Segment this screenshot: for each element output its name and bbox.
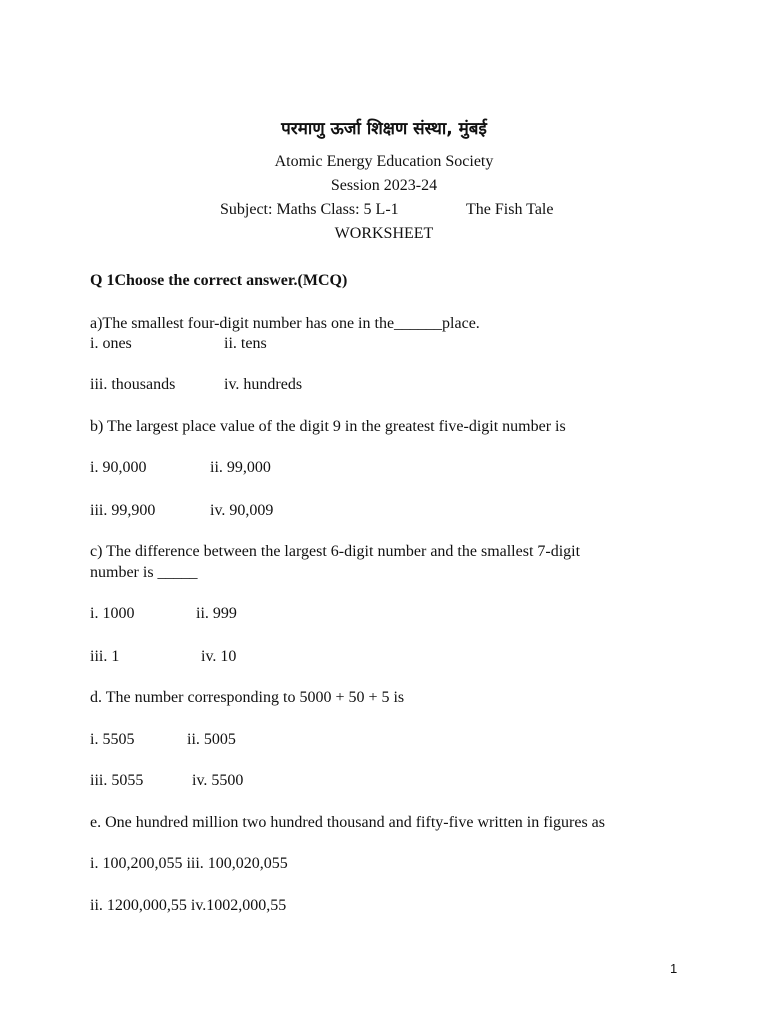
question-c-option-4: iv. 10 [201,648,237,665]
question-d-option-2: ii. 5005 [187,731,236,748]
question-d-option-3: iii. 5055 [90,772,144,789]
question-d-text: d. The number corresponding to 5000 + 50 + 5 is [90,689,405,706]
section-heading: Q 1Choose the correct answer.(MCQ) [90,272,348,289]
question-b-option-3: iii. 99,900 [90,502,156,519]
question-b-text: b) The largest place value of the digit 9 in the greatest five-digit number is [90,418,566,435]
question-a-option-4: iv. hundreds [224,376,303,393]
document-type: WORKSHEET [334,225,434,242]
subject-line: Subject: Maths Class: 5 L-1 [220,201,399,218]
question-a-option-3: iii. thousands [90,376,176,393]
question-a-option-1: i. ones [90,335,132,352]
question-b-option-1: i. 90,000 [90,459,147,476]
page-number: 1 [670,961,678,976]
question-b-option-2: ii. 99,000 [210,459,271,476]
question-c-option-2: ii. 999 [196,605,237,622]
question-c-text-line1: c) The difference between the largest 6-digit number and the smallest 7-digit [90,543,581,560]
organization-name: Atomic Energy Education Society [274,153,494,170]
chapter-title: The Fish Tale [466,201,554,218]
question-c-option-3: iii. 1 [90,648,120,665]
question-b-option-4: iv. 90,009 [210,502,274,519]
question-c-option-1: i. 1000 [90,605,135,622]
question-d-option-1: i. 5505 [90,731,135,748]
question-a-text: a)The smallest four-digit number has one in the______place. [90,315,480,332]
question-a-option-2: ii. tens [224,335,267,352]
question-e-text: e. One hundred million two hundred thousand and fifty-five written in figures as [90,814,605,831]
hindi-title: परमाणु ऊर्जा शिक्षण संस्था, मुंबई [281,119,487,139]
question-e-options-row-1: i. 100,200,055 iii. 100,020,055 [90,855,288,872]
question-d-option-4: iv. 5500 [192,772,244,789]
question-e-options-row-2: ii. 1200,000,55 iv.1002,000,55 [90,897,287,914]
question-c-text-line2: number is _____ [90,564,198,581]
session-line: Session 2023-24 [330,177,438,194]
